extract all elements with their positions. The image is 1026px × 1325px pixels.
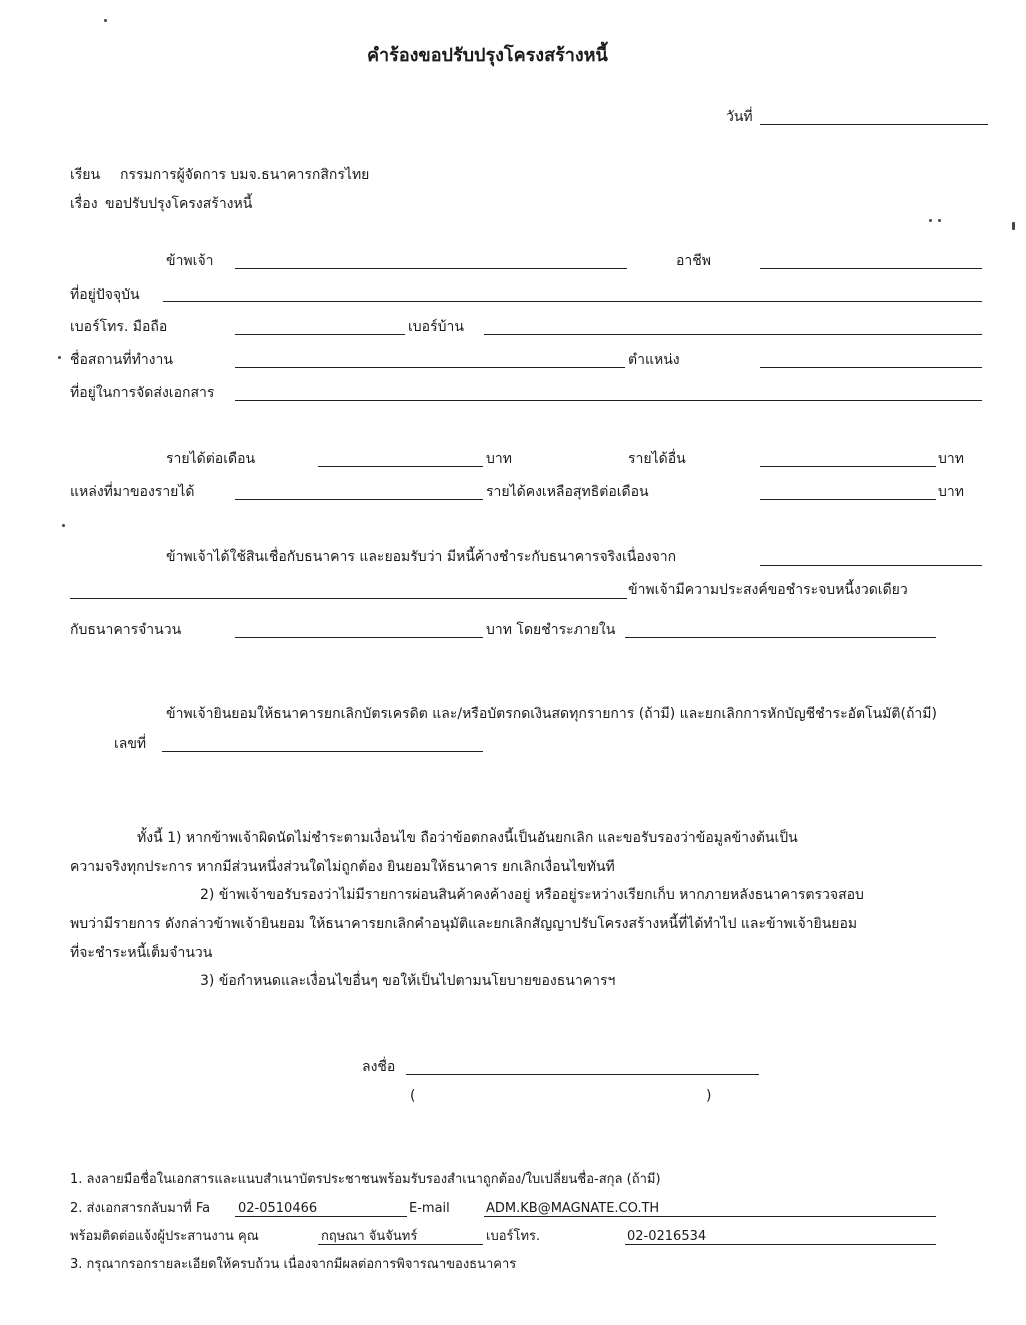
debt-reason-field-2[interactable] (70, 598, 627, 599)
mailing-address-field[interactable] (235, 400, 982, 401)
other-income-label: รายได้อื่น (628, 451, 686, 467)
to-label: เรียน (70, 167, 101, 183)
scan-speck (58, 356, 61, 359)
term-1-line-1: ทั้งนี้ 1) หากข้าพเจ้าผิดนัดไม่ชำระตามเงื่อนไข ถือว่าข้อตกลงนี้เป็นอันยกเลิก และขอรับรองว่าข้อมูลข้างต้นเป็น (137, 830, 798, 846)
other-income-field[interactable] (760, 466, 936, 467)
occupation-label: อาชีพ (676, 253, 711, 269)
mailing-address-label: ที่อยู่ในการจัดส่งเอกสาร (70, 385, 215, 401)
workplace-field[interactable] (235, 367, 625, 368)
mobile-field[interactable] (235, 334, 405, 335)
income-source-field[interactable] (235, 499, 483, 500)
net-income-unit: บาท (938, 484, 964, 500)
scan-speck (938, 219, 941, 222)
term-2-line-1: 2) ข้าพเจ้าขอรับรองว่าไม่มีรายการผ่อนสินค้าคงค้างอยู่ หรืออยู่ระหว่างเรียกเก็บ หากภายหลังธนาคารตรวจสอบ (200, 887, 864, 903)
home-phone-label: เบอร์บ้าน (408, 319, 464, 335)
form-title: คำร้องขอปรับปรุงโครงสร้างหนี้ (367, 45, 608, 66)
income-source-label: แหล่งที่มาของรายได้ (70, 484, 195, 500)
debt-statement: ข้าพเจ้าได้ใช้สินเชื่อกับธนาคาร และยอมรับว่า มีหนี้ค้างชำระกับธนาคารจริงเนื่องจาก (166, 549, 677, 565)
home-phone-field[interactable] (484, 334, 982, 335)
monthly-income-field[interactable] (318, 466, 483, 467)
amount-field[interactable] (235, 637, 483, 638)
date-field[interactable] (760, 124, 988, 125)
email-value: ADM.KB@MAGNATE.CO.TH (486, 1201, 660, 1216)
mobile-label: เบอร์โทร. มือถือ (70, 319, 168, 335)
term-3: 3) ข้อกำหนดและเงื่อนไขอื่นๆ ขอให้เป็นไปตามนโยบายของธนาคารฯ (200, 973, 616, 989)
phone-value: 02-0216534 (627, 1229, 707, 1244)
card-number-field[interactable] (162, 751, 483, 752)
pay-within-field[interactable] (625, 637, 936, 638)
subject-value: ขอปรับปรุงโครงสร้างหนี้ (105, 196, 253, 212)
fax-underline (235, 1216, 407, 1217)
email-label: E-mail (409, 1201, 450, 1216)
monthly-income-label: รายได้ต่อเดือน (166, 451, 256, 467)
subject-label: เรื่อง (70, 196, 98, 212)
amount-label: กับธนาคารจำนวน (70, 622, 182, 638)
phone-underline (625, 1244, 936, 1245)
date-label: วันที่ (726, 109, 753, 125)
position-field[interactable] (760, 367, 982, 368)
pay-within-label: บาท โดยชำระภายใน (486, 622, 616, 638)
fax-number: 02-0510466 (238, 1201, 318, 1216)
monthly-income-unit: บาท (486, 451, 512, 467)
name-label: ข้าพเจ้า (166, 253, 214, 269)
workplace-label: ชื่อสถานที่ทำงาน (70, 352, 173, 368)
contact-label: พร้อมติดต่อแจ้งผู้ประสานงาน คุณ (70, 1229, 259, 1244)
net-income-field[interactable] (760, 499, 936, 500)
term-2-line-3: ที่จะชำระหนี้เต็มจำนวน (70, 945, 213, 961)
note-2-label: 2. ส่งเอกสารกลับมาที่ Fa (70, 1201, 211, 1216)
phone-label: เบอร์โทร. (486, 1229, 541, 1244)
debt-reason-field[interactable] (760, 565, 982, 566)
card-number-label: เลขที่ (114, 736, 147, 752)
scan-speck (929, 219, 932, 222)
term-1-line-2: ความจริงทุกประการ หากมีส่วนหนึ่งส่วนใดไม่ถูกต้อง ยินยอมให้ธนาคาร ยกเลิกเงื่อนไขทันที (70, 859, 615, 875)
note-3: 3. กรุณากรอกรายละเอียดให้ครบถ้วน เนื่องจากมีผลต่อการพิจารณาของธนาคาร (70, 1257, 517, 1272)
signature-close-paren: ) (706, 1088, 712, 1104)
name-field[interactable] (235, 268, 627, 269)
position-label: ตำแหน่ง (628, 352, 680, 368)
email-underline (484, 1216, 936, 1217)
signature-open-paren: ( (410, 1088, 416, 1104)
net-income-label: รายได้คงเหลือสุทธิต่อเดือน (486, 484, 649, 500)
note-1: 1. ลงลายมือชื่อในเอกสารและแนบสำเนาบัตรประชาชนพร้อมรับรองสำเนาถูกต้อง/ใบเปลี่ยนชื่อ-สกุล (ถ้ามี) (70, 1172, 661, 1187)
scan-speck (62, 524, 65, 527)
address-field[interactable] (163, 301, 982, 302)
signature-label: ลงชื่อ (362, 1059, 396, 1075)
contact-name: กฤษณา จันจันทร์ (321, 1229, 418, 1244)
other-income-unit: บาท (938, 451, 964, 467)
occupation-field[interactable] (760, 268, 982, 269)
scan-speck (104, 19, 107, 22)
lump-sum-statement: ข้าพเจ้ามีความประสงค์ขอชำระจบหนี้งวดเดียว (628, 582, 908, 598)
address-label: ที่อยู่ปัจจุบัน (70, 287, 140, 303)
scan-speck (1012, 222, 1015, 230)
term-2-line-2: พบว่ามีรายการ ดังกล่าวข้าพเจ้ายินยอม ให้ธนาคารยกเลิกคำอนุมัติและยกเลิกสัญญาปรับโครงสร้างหนี้ที่ได้ทำไป และข้าพเจ้ายินยอม (70, 916, 858, 932)
contact-underline (318, 1244, 483, 1245)
signature-field[interactable] (406, 1074, 759, 1075)
to-value: กรรมการผู้จัดการ บมจ.ธนาคารกสิกรไทย (120, 167, 370, 183)
consent-statement: ข้าพเจ้ายินยอมให้ธนาคารยกเลิกบัตรเครดิต และ/หรือบัตรกดเงินสดทุกรายการ (ถ้ามี) และยกเลิกการหักบัญชีชำระอัตโนมัติ(ถ้ามี) (166, 706, 937, 722)
